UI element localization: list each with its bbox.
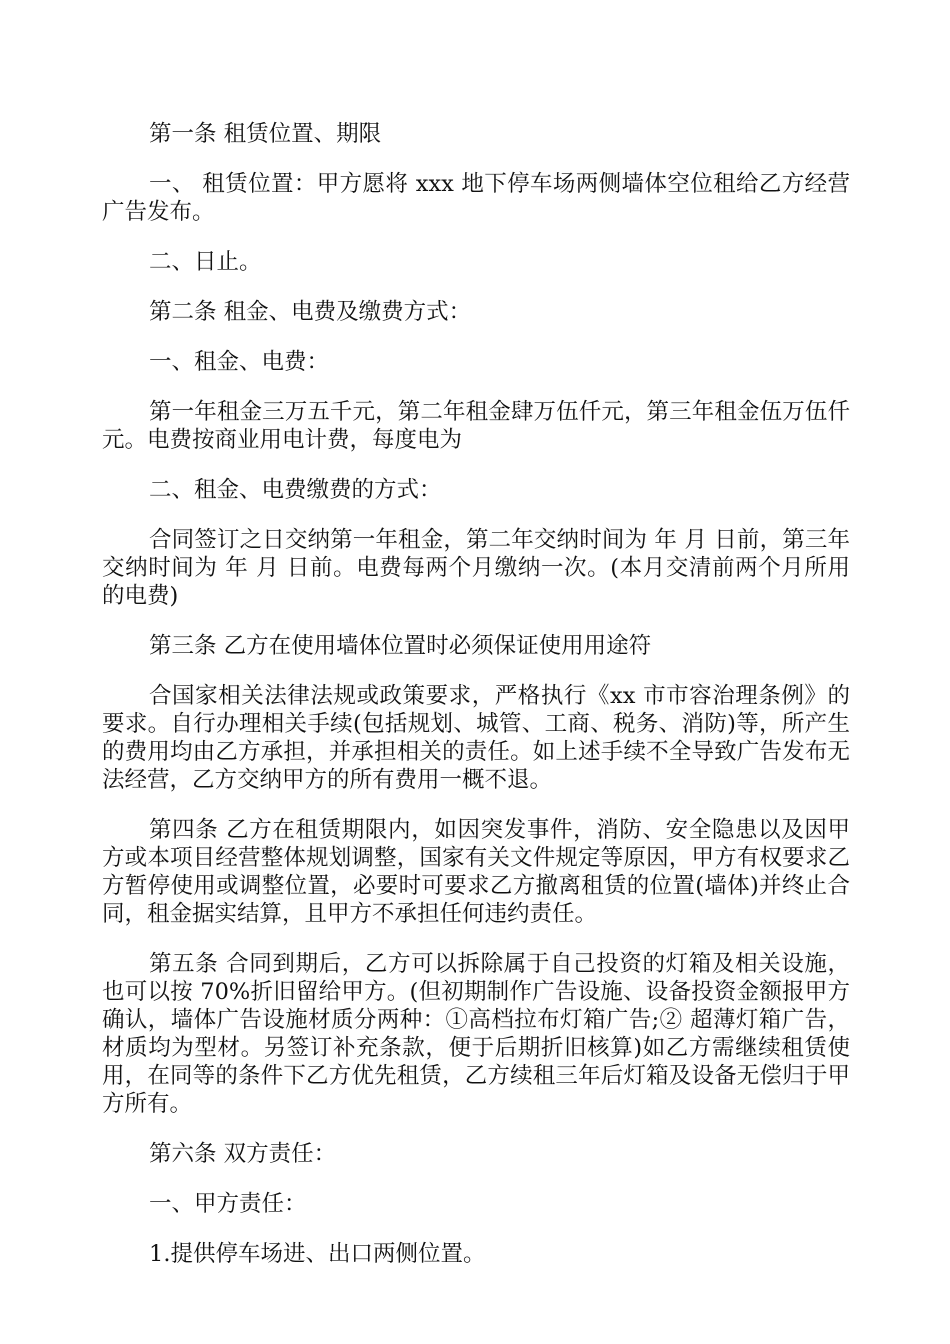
rent-amounts-paragraph: 第一年租金三万五千元，第二年租金肆万伍仟元，第三年租金伍万伍仟元。电费按商业用电计费，每度电为 <box>102 399 850 453</box>
lease-term-paragraph: 二、日止。 <box>149 249 262 275</box>
article-1-heading: 第一条 租赁位置、期限 <box>149 121 382 147</box>
party-a-duties-heading: 一、甲方责任： <box>149 1191 307 1217</box>
payment-schedule-paragraph: 合同签订之日交纳第一年租金，第二年交纳时间为 年 月 日前，第三年交纳时间为 年 月 日前。电费每两个月缴纳一次。(本月交清前两个月所用的电费) <box>102 527 850 609</box>
article-5-paragraph: 第五条 合同到期后，乙方可以拆除属于自己投资的灯箱及相关设施，也可以按 70%折旧留给甲方。(但初期制作广告设施、设备投资金额报甲方确认，墙体广告设施材质分两种：①高档拉布灯箱广告;② 超薄灯箱广告，材质均为型材。另签订补充条款，便于后期折旧核算)如乙方需继续租赁使用，在同等的条件下乙方优先租赁，乙方续租三年后灯箱及设备无偿归于甲方所有。 <box>102 951 850 1117</box>
lease-location-paragraph: 一、 租赁位置：甲方愿将 xxx 地下停车场两侧墙体空位租给乙方经营广告发布。 <box>102 171 850 225</box>
compliance-paragraph: 合国家相关法律法规或政策要求，严格执行《xx 市市容治理条例》的要求。自行办理相关手续(包括规划、城管、工商、税务、消防)等，所产生的费用均由乙方承担，并承担相关的责任。如上述手续不全导致广告发布无法经营，乙方交纳甲方的所有费用一概不退。 <box>102 683 850 793</box>
party-a-duty-item-1: 1.提供停车场进、出口两侧位置。 <box>149 1241 486 1267</box>
article-3-heading: 第三条 乙方在使用墙体位置时必须保证使用用途符 <box>149 633 652 659</box>
article-2-heading: 第二条 租金、电费及缴费方式： <box>149 299 472 325</box>
payment-method-heading: 二、租金、电费缴费的方式： <box>149 477 442 503</box>
document-body <box>102 120 850 1290</box>
article-4-paragraph: 第四条 乙方在租赁期限内，如因突发事件，消防、安全隐患以及因甲方或本项目经营整体规划调整，国家有关文件规定等原因，甲方有权要求乙方暂停使用或调整位置，必要时可要求乙方撤离租赁的位置(墙体)并终止合同，租金据实结算，且甲方不承担任何违约责任。 <box>102 817 850 927</box>
article-6-heading: 第六条 双方责任： <box>149 1141 337 1167</box>
rent-electricity-heading: 一、租金、电费： <box>149 349 330 375</box>
